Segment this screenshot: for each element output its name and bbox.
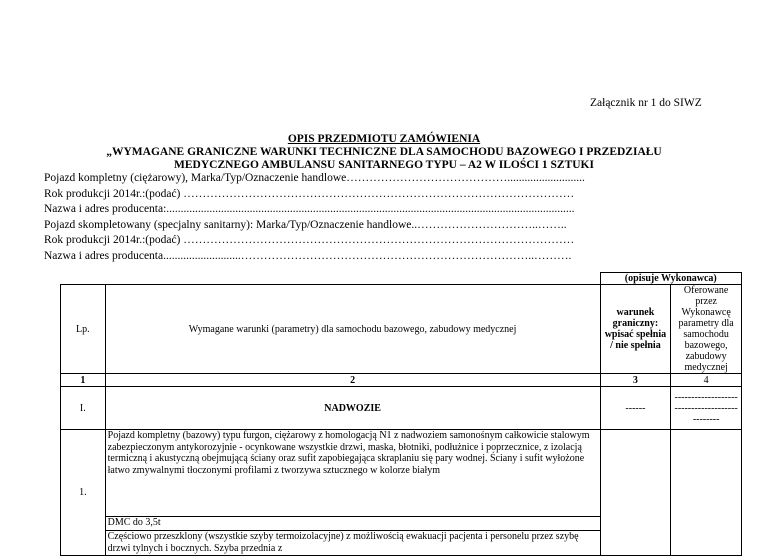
document-title: OPIS PRZEDMIOTU ZAMÓWIENIA <box>287 133 481 145</box>
heading-line-2: „WYMAGANE GRANICZNE WARUNKI TECHNICZNE DLA SAMOCHODU BAZOWEGO I PRZEDZIAŁU <box>106 146 662 158</box>
header-offered: Oferowane przez Wykonawcę parametry dla samochodu bazowego, zabudowy medycznej <box>671 285 742 374</box>
table-row <box>61 430 742 517</box>
field-production-year-2: Rok produkcji 2014r.:(podać) ………………………………………………………………………………………… <box>44 234 575 246</box>
section-lp: I. <box>61 387 106 430</box>
requirements-table <box>60 272 742 556</box>
column-number: 4 <box>671 374 742 387</box>
vehicle-info-fields <box>44 171 744 264</box>
field-completed-vehicle-make: Pojazd skompletowany (specjalny sanitarny): Marka/Typ/Oznaczenie handlowe..…………………………..…….. <box>44 218 567 231</box>
row-limit-cell[interactable] <box>600 430 671 556</box>
header-limit: warunek graniczny: wpisać spełnia / nie spełnia <box>600 285 671 374</box>
section-name: NADWOZIE <box>105 387 600 430</box>
row-text: DMC do 3,5t <box>105 517 600 531</box>
annex-label: Załącznik nr 1 do SIWZ <box>590 97 702 109</box>
row-lp: 1. <box>61 430 106 556</box>
row-offered-cell[interactable] <box>671 430 742 556</box>
header-lp: Lp. <box>61 285 106 374</box>
field-production-year: Rok produkcji 2014r.:(podać) ………………………………………………………………………………………… <box>44 187 575 200</box>
field-manufacturer-2: Nazwa i adres producenta...........................…………………………………………………………………..………. <box>44 249 572 262</box>
heading-line-3: MEDYCZNEGO AMBULANSU SANITARNEGO TYPU – A2 W ILOŚCI 1 SZTUKI <box>174 159 594 171</box>
column-number: 1 <box>61 374 106 387</box>
document-heading <box>0 133 768 172</box>
field-vehicle-make: Pojazd kompletny (ciężarowy), Marka/Typ/Oznaczenie handlowe……………………………………........................... <box>44 172 585 184</box>
column-number: 2 <box>105 374 600 387</box>
section-limit: ------ <box>600 387 671 430</box>
row-text: Pojazd kompletny (bazowy) typu furgon, ciężarowy z homologacją N1 z nadwoziem samonośnym całkowicie stalowym zabezpieczonym antykorozyjnie - ocynkowane wszystkie drzwi, maska, błotniki, podłużnice i poprzecznice, z izolacją termiczną i akustyczną obejmującą ściany oraz sufit zapobiegająca skraplaniu się pary wodnej. Ściany i sufit wyłożone łatwo zmywalnymi tłoczonymi profilami z tworzywa sztucznego w kolorze białym <box>105 430 600 517</box>
section-offered: ---------------------------------------------- <box>671 387 742 430</box>
column-number: 3 <box>600 374 671 387</box>
field-manufacturer: Nazwa i adres producenta:.............................................................................................................................................. <box>44 203 575 215</box>
row-text: Częściowo przeszklony (wszystkie szyby termoizolacyjne) z możliwością ewakuacji pacjenta i personelu przez szybę drzwi tylnych i bocznych. Szyba przednia z <box>105 531 600 556</box>
contractor-note: (opisuje Wykonawca) <box>600 273 741 285</box>
header-requirements: Wymagane warunki (parametry) dla samochodu bazowego, zabudowy medycznej <box>105 285 600 374</box>
